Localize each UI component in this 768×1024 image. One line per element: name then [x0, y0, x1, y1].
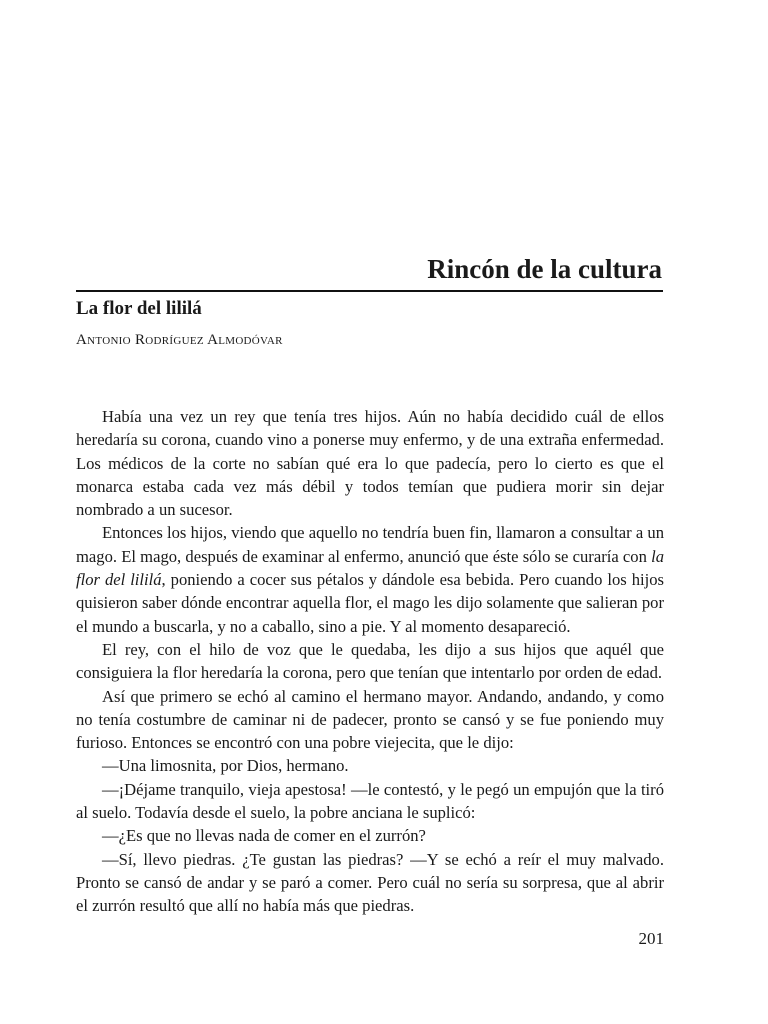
paragraph-3: El rey, con el hilo de voz que le quedaba, les dijo a sus hijos que aquél que consiguiera la flor heredaría la corona, pero que tenían que intentarlo por orden de edad. — [76, 639, 664, 683]
paragraph-2 — [76, 521, 664, 637]
paragraph-2-start: Entonces los hijos, viendo que aquello no tendría buen fin, llamaron a consultar a un mago. El mago, después de examinar al enfermo, anunció que éste sólo se curaría con — [76, 523, 664, 566]
dialog-line-2: —¡Déjame tranquilo, vieja apestosa! —le contestó, y le pegó un empujón que la tiró al suelo. Todavía desde el suelo, la pobre anciana le suplicó: — [76, 779, 664, 823]
page-number: 201 — [638, 929, 664, 948]
dialog-line-3: —¿Es que no llevas nada de comer en el zurrón? — [102, 826, 426, 846]
story-title: La flor del lililá — [76, 298, 202, 319]
paragraph-2-italic: la flor del lililá — [76, 546, 664, 590]
header-rule — [76, 290, 663, 292]
section-title: Rincón de la cultura — [427, 254, 662, 284]
paragraph-2-end: , poniendo a cocer sus pétalos y dándole esa bebida. Pero cuando los hijos quisieron saber dónde encontrar aquella flor, el mago les dijo solamente que salieran por el mundo a buscarla, y no a caballo, sino a pie. Y al momento desapareció. — [76, 570, 664, 636]
paragraph-1: Había una vez un rey que tenía tres hijos. Aún no había decidido cuál de ellos heredaría su corona, cuando vino a ponerse muy enfermo, y de una extraña enfermedad. Los médicos de la corte no sabían qué era lo que padecía, pero lo cierto es que el monarca estaba cada vez más débil y todos temían que pudiera morir sin dejar nombrado a un sucesor. — [76, 407, 664, 520]
dialog-line-1: —Una limosnita, por Dios, hermano. — [102, 756, 349, 776]
story-author: Antonio Rodríguez Almodóvar — [76, 332, 283, 348]
paragraph-4: Así que primero se echó al camino el hermano mayor. Andando, andando, y como no tenía costumbre de caminar ni de padecer, pronto se cansó y se fue poniendo muy furioso. Entonces se encontró con una pobre viejecita, que le dijo: — [76, 686, 664, 753]
story-body — [76, 405, 664, 918]
dialog-line-4: —Sí, llevo piedras. ¿Te gustan las piedras? —Y se echó a reír el muy malvado. Pronto se cansó de andar y se paró a comer. Pero cuál no sería su sorpresa, que al abrir el zurrón resultó que allí no había más que piedras. — [76, 849, 664, 916]
